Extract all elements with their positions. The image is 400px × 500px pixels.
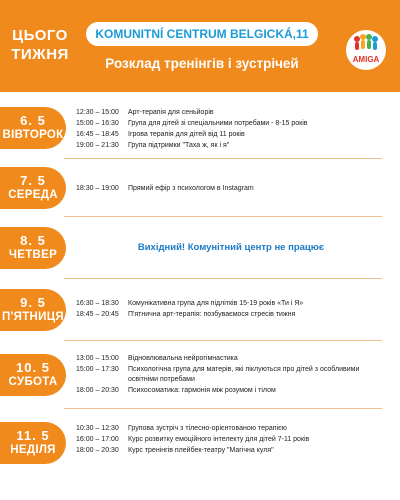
event-item: [76, 446, 386, 456]
day-name: ВІВТОРОК: [2, 129, 64, 141]
event-name: Курс розвитку емоційного інтелекту для дітей 7-11 років: [128, 436, 310, 443]
event-item: [76, 435, 386, 445]
event-list: [76, 354, 386, 397]
day-date: 11. 5: [16, 428, 50, 443]
event-name: Комунікативна група для підлітків 15-19 років «Ти і Я»: [128, 300, 304, 307]
event-time: 10:30 – 12:30: [76, 425, 119, 432]
amiga-logo: [346, 30, 386, 70]
divider: [64, 216, 382, 217]
event-item: [76, 310, 386, 320]
event-item: [76, 184, 386, 194]
day-date: 7. 5: [20, 173, 46, 188]
day-date: 10. 5: [16, 360, 50, 375]
event-list: [76, 299, 386, 321]
event-time: 16:30 – 18:30: [76, 300, 119, 307]
day-tab: [0, 422, 66, 464]
event-name: Прямий ефір з психологом в Instagram: [128, 185, 254, 192]
day-tab: [0, 107, 66, 149]
day-date: 8. 5: [20, 233, 46, 248]
event-time: 16:45 – 18:45: [76, 131, 119, 138]
event-item: [76, 386, 386, 396]
event-time: 18:30 – 19:00: [76, 185, 119, 192]
day-name: СУБОТА: [8, 376, 58, 388]
event-name: Група підтримки "Таха ж, як і я": [128, 142, 230, 149]
event-name: П'ятнична арт-терапія: позбуваємося стресів тижня: [128, 311, 296, 318]
event-time: 18:45 – 20:45: [76, 311, 119, 318]
schedule-subtitle: Розклад тренінгів і зустрічей: [105, 56, 299, 71]
centre-title: KOMUNITNÍ CENTRUM BELGICKÁ,11: [86, 22, 318, 46]
divider: [64, 408, 382, 409]
event-time: 15:00 – 17:30: [76, 366, 119, 373]
event-item: [76, 299, 386, 309]
event-time: 19:00 – 21:30: [76, 142, 119, 149]
event-time: 12:30 – 15:00: [76, 109, 119, 116]
people-circle-logo-icon: [346, 30, 386, 56]
divider: [64, 340, 382, 341]
closed-notice: Вихідний! Комунітний центр не працює: [137, 242, 325, 253]
header: [0, 0, 400, 92]
day-name: СЕРЕДА: [8, 189, 58, 201]
event-item: [76, 424, 386, 434]
event-list: [76, 424, 386, 457]
event-name: Арт-терапія для сеньйорів: [128, 109, 214, 116]
event-item: [76, 130, 386, 140]
day-tab: [0, 167, 66, 209]
event-time: 18:00 – 20:30: [76, 387, 119, 394]
event-item: [76, 354, 386, 364]
event-item: [76, 141, 386, 151]
event-name: Група для дітей зі спеціальними потребами - 8-15 років: [128, 120, 308, 127]
logo-text: AMIGA: [352, 55, 380, 64]
day-tab: [0, 289, 66, 331]
day-name: П'ЯТНИЦЯ: [2, 311, 64, 323]
divider: [64, 278, 382, 279]
event-name: Відновлювальна нейрогімнастика: [128, 355, 238, 362]
schedule-panel: [0, 92, 400, 500]
event-name: Психологічна група для матерів, які піклуються про дітей з особливими освітніми потребами: [128, 366, 360, 383]
event-time: 16:00 – 17:00: [76, 436, 119, 443]
this-week-label: ЦЬОГО ТИЖНЯ: [11, 27, 69, 63]
event-item: [76, 365, 386, 385]
day-name: ЧЕТВЕР: [8, 249, 58, 261]
event-time: 18:00 – 20:30: [76, 447, 119, 454]
event-item: [76, 119, 386, 129]
day-tab: [0, 354, 66, 396]
day-name: НЕДІЛЯ: [10, 444, 56, 456]
divider: [64, 158, 382, 159]
event-item: [76, 108, 386, 118]
event-time: 15:00 – 16:30: [76, 120, 119, 127]
event-time: 13:00 – 15:00: [76, 355, 119, 362]
day-date: 9. 5: [20, 295, 46, 310]
event-list: [76, 184, 386, 195]
day-tab: [0, 227, 66, 269]
event-name: Ігрова терапія для дітей від 11 років: [128, 131, 245, 138]
day-date: 6. 5: [20, 113, 46, 128]
event-name: Психосоматика: гармонія між розумом і тілом: [128, 387, 276, 394]
event-list: [76, 108, 386, 152]
event-name: Курс тренінгів плейбек-театру "Магічна куля": [128, 447, 274, 454]
event-name: Групова зустріч з тілесно-орієнтованою терапією: [128, 425, 287, 432]
